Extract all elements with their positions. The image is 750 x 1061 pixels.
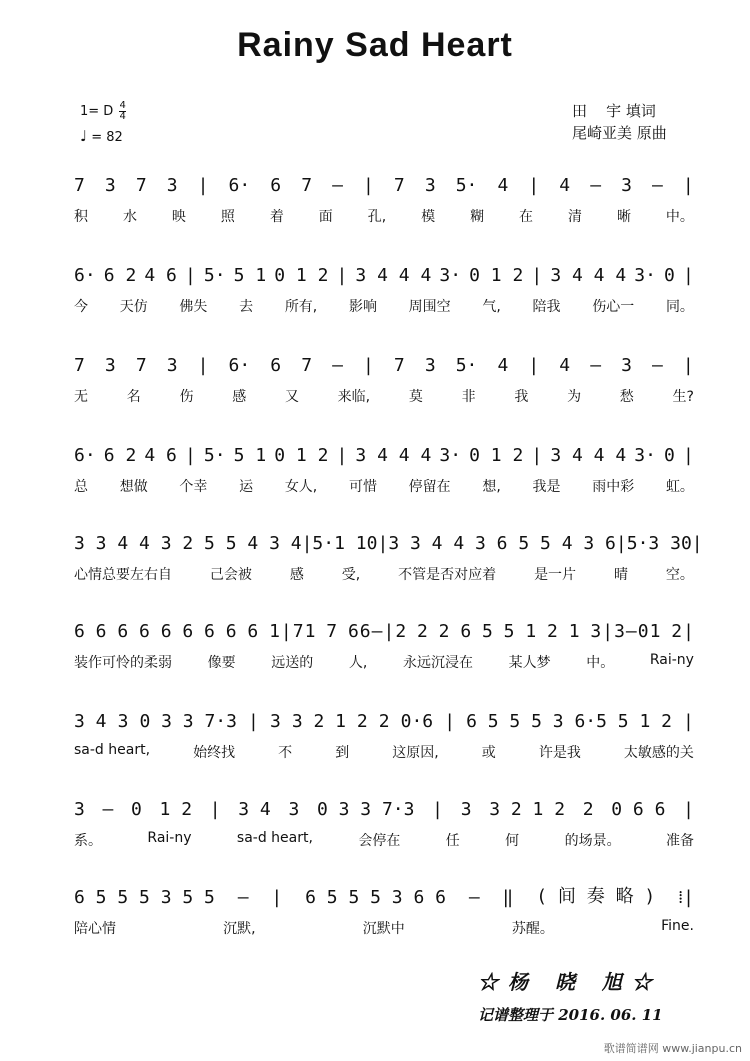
note-group: 7 [135, 175, 147, 196]
lyric-syllable: Rai-ny [649, 652, 694, 668]
note-group: 1 2 [649, 621, 683, 642]
barline: | [363, 175, 374, 196]
note-group: 0 [664, 445, 675, 466]
notation-line [74, 262, 694, 286]
note-group: 0 [637, 621, 649, 642]
lyric-syllable: 周围空 [408, 299, 451, 315]
note-group: 3 3 4 4 3 6 5 5 4 3 6 [388, 533, 616, 554]
lyric-syllable: 着 [269, 209, 284, 225]
note-group: 6 6 6 6 6 6 6 6 6 1 [74, 621, 280, 642]
lyric-syllable: 远送的 [271, 655, 314, 671]
note-group: 5· [626, 533, 649, 554]
note-group: 6 5 5 5 3 5 5 [74, 887, 215, 908]
note-group: 6 5 5 5 3 6·5 5 1 2 [466, 711, 672, 732]
note-group: 7 [301, 355, 313, 376]
note-group: – [332, 175, 343, 196]
lyric-syllable: 照 [220, 209, 235, 225]
lyric-line [74, 386, 694, 408]
lyric-syllable: 去 [239, 299, 254, 315]
note-group: 1 7 6 [304, 621, 359, 642]
note-group: 4 6 [144, 445, 177, 466]
note-group: 0 [680, 533, 692, 554]
note-group: 3 [614, 621, 625, 642]
lyric-syllable: 伤 [179, 389, 194, 405]
note-group: 6· [228, 175, 251, 196]
lyric-line [74, 830, 694, 852]
lyric-syllable: 感 [289, 567, 304, 583]
note-group: 3 4 4 4 [355, 445, 432, 466]
barline: | [301, 533, 313, 554]
note-group: 0 1 2 [274, 265, 329, 286]
quarter-note-icon: ♩ [80, 127, 88, 145]
lyric-syllable: 又 [284, 389, 299, 405]
note-group: 4 [559, 175, 571, 196]
lyric-line [74, 206, 694, 228]
lyric-syllable: Fine. [661, 918, 694, 934]
note-group: 0 6 6 [611, 799, 666, 820]
note-group: 3 [166, 175, 178, 196]
lyric-syllable: 心情总要左右自 [74, 567, 172, 583]
lyric-syllable: 沉默, [223, 921, 256, 937]
lyricist-credit: 田 宇 填词 [572, 102, 656, 120]
lyric-syllable: 想做 [119, 479, 148, 495]
lyric-syllable: 是一片 [534, 567, 577, 583]
barline: | [209, 799, 221, 820]
lyric-line [74, 742, 694, 764]
note-group: – [332, 355, 343, 376]
barline: | [531, 265, 543, 286]
note-group: 4 [497, 355, 509, 376]
lyric-syllable: 不 [278, 745, 293, 761]
time-signature [119, 101, 125, 122]
lyric-syllable: 非 [461, 389, 476, 405]
note-group: 3 [74, 799, 85, 820]
notation-line [74, 796, 694, 820]
barline: | [444, 711, 456, 732]
barline: | [336, 445, 348, 466]
lyric-syllable: 停留在 [408, 479, 451, 495]
lyric-syllable: sa-d heart, [74, 742, 151, 758]
note-group: 6 2 [103, 445, 137, 466]
barline: | [683, 799, 694, 820]
lyric-line [74, 652, 694, 674]
lyric-syllable: 晴 [613, 567, 628, 583]
time-numerator: 4 [119, 100, 126, 111]
lyric-syllable: 同。 [665, 299, 694, 315]
score-row [74, 530, 703, 586]
key-label: 1= D [80, 104, 114, 119]
note-group: 6 [270, 175, 282, 196]
barline: | [602, 621, 614, 642]
score-row [74, 884, 694, 940]
lyric-syllable: 太敏感的关 [623, 745, 694, 761]
lyric-syllable: 会停在 [358, 833, 401, 849]
note-group: 3 3 [648, 533, 681, 554]
barline: | [363, 355, 374, 376]
score-row [74, 442, 694, 498]
lyric-syllable: 想, [482, 479, 501, 495]
lyric-syllable: 雨中彩 [592, 479, 635, 495]
note-group: 0 [131, 799, 142, 820]
note-group: 7 [74, 175, 85, 196]
lyric-syllable: 可惜 [348, 479, 377, 495]
lyric-syllable: 感 [232, 389, 247, 405]
note-group: 7 [301, 175, 313, 196]
note-group: 5 1 [233, 445, 267, 466]
note-group: – [625, 621, 637, 642]
lyric-syllable: 在 [519, 209, 534, 225]
note-group: 0 [664, 265, 675, 286]
note-group: – [468, 887, 480, 908]
note-group: 1 2 [159, 799, 193, 820]
barline: | [184, 445, 196, 466]
lyric-syllable: 某人梦 [508, 655, 551, 671]
score-meta [80, 100, 126, 150]
note-group: – [237, 887, 249, 908]
lyric-syllable: 愁 [619, 389, 634, 405]
lyric-syllable: 永远沉浸在 [402, 655, 473, 671]
note-group: ( 间 奏 略 ) [536, 886, 656, 907]
lyric-syllable: 不管是否对应着 [398, 567, 497, 583]
note-group: – [652, 355, 663, 376]
lyric-syllable: sa-d heart, [236, 830, 313, 846]
notation-line [74, 884, 694, 908]
score-row [74, 618, 694, 674]
note-group: 3· [439, 265, 462, 286]
lyric-syllable: 来临, [337, 389, 371, 405]
time-denominator: 4 [119, 111, 126, 122]
lyric-syllable: 苏醒。 [511, 921, 554, 937]
note-group: – [102, 799, 114, 820]
lyric-syllable: 我是 [532, 479, 561, 495]
note-group: 5· [203, 265, 226, 286]
lyric-syllable: 映 [171, 209, 186, 225]
note-group: 3 [166, 355, 178, 376]
lyric-syllable: 莫 [408, 389, 423, 405]
barline: | [682, 175, 694, 196]
lyric-syllable: 无 [74, 389, 88, 405]
note-group: 3 [104, 175, 116, 196]
lyric-syllable: 运 [239, 479, 254, 495]
note-group: 7 [393, 175, 405, 196]
lyric-syllable: Rai-ny [147, 830, 192, 846]
score-row [74, 708, 694, 764]
note-group: 0 1 2 [469, 265, 524, 286]
barline: | [682, 265, 694, 286]
barline: | [528, 175, 540, 196]
barline: | [248, 711, 259, 732]
note-group: 0 3 3 7·3 [139, 711, 237, 732]
compiled-date: 记谱整理于 2016. 06. 11 [478, 1006, 663, 1024]
note-group: 6 2 [103, 265, 137, 286]
tempo-value: = 82 [91, 130, 123, 145]
lyric-syllable: 糊 [470, 209, 485, 225]
note-group: – [652, 175, 663, 196]
note-group: 0·6 [400, 711, 434, 732]
note-group: 1 1 [334, 533, 367, 554]
score-row [74, 796, 694, 852]
note-group: 3 [269, 711, 281, 732]
note-group: 0 3 3 7·3 [316, 799, 415, 820]
note-group: 7 [135, 355, 147, 376]
barline: | [280, 621, 292, 642]
lyric-syllable: 空。 [665, 567, 694, 583]
lyric-syllable: 天仿 [119, 299, 148, 315]
lyric-syllable: 积 [74, 209, 88, 225]
barline: | [383, 621, 395, 642]
notation-line [74, 172, 694, 196]
note-group: – [590, 175, 602, 196]
lyric-syllable: 影响 [348, 299, 377, 315]
score-row [74, 352, 694, 408]
note-group: 3 4 4 4 [550, 265, 627, 286]
tempo-marking [80, 124, 126, 150]
note-group: 3 2 1 2 [291, 711, 368, 732]
lyric-syllable: 我 [514, 389, 529, 405]
lyric-syllable: 虹。 [665, 479, 694, 495]
note-group: – [371, 621, 383, 642]
note-group: 4 6 [144, 265, 177, 286]
lyric-syllable: 中。 [665, 209, 694, 225]
notation-line [74, 530, 703, 554]
note-group: 6· [74, 445, 96, 466]
notation-line [74, 352, 694, 376]
site-watermark: 歌谱简谱网 www.jianpu.cn [603, 1042, 742, 1055]
note-group: 3 [621, 175, 632, 196]
note-group: 3 4 4 4 [550, 445, 627, 466]
note-group: 3 [621, 355, 632, 376]
lyric-syllable: 孔, [367, 209, 387, 225]
lyric-syllable: 受, [341, 567, 361, 583]
lyric-syllable: 沉默中 [362, 921, 405, 937]
lyric-syllable: 的场景。 [564, 833, 621, 849]
note-group: 6· [74, 265, 96, 286]
lyric-syllable: 己会被 [209, 567, 252, 583]
key-signature [80, 100, 126, 124]
note-group: 5· [203, 445, 226, 466]
note-group: 7 [74, 355, 85, 376]
lyric-syllable: 任 [445, 833, 460, 849]
note-group: 3 [288, 799, 300, 820]
note-group: 6 [359, 621, 371, 642]
lyric-syllable: 气, [482, 299, 501, 315]
lyric-syllable: 水 [122, 209, 137, 225]
barline: | [184, 265, 196, 286]
barline: | [682, 445, 694, 466]
lyric-syllable: 始终找 [193, 745, 236, 761]
note-group: 6· [228, 355, 251, 376]
note-group: 3· [634, 265, 656, 286]
note-group: 3 [460, 799, 472, 820]
note-group: 7 [292, 621, 304, 642]
lyric-syllable: 中。 [586, 655, 615, 671]
arranger-signature: ☆杨 晓 旭☆ [478, 970, 662, 994]
barline: | [336, 265, 348, 286]
lyric-syllable: 这原因, [392, 745, 439, 761]
barline: | [531, 445, 543, 466]
barline: | [377, 533, 389, 554]
lyric-syllable: 个幸 [179, 479, 208, 495]
note-group: 3 4 [238, 799, 271, 820]
lyric-syllable: 名 [126, 389, 141, 405]
note-group: 6 [270, 355, 282, 376]
lyric-syllable: 面 [318, 209, 333, 225]
note-group: 3 [117, 711, 129, 732]
note-group: 6 5 5 5 3 6 6 [305, 887, 446, 908]
barline: ‖ [502, 887, 514, 908]
note-group: 5· [455, 175, 478, 196]
lyric-line [74, 564, 694, 586]
note-group: 4 [497, 175, 509, 196]
lyric-line [74, 476, 694, 498]
note-group: 5 1 [233, 265, 267, 286]
note-group: 5· [455, 355, 478, 376]
note-group: 5· [312, 533, 335, 554]
lyric-syllable: 装作可怜的柔弱 [74, 655, 172, 671]
lyric-syllable: 晰 [616, 209, 631, 225]
note-group: 3 [424, 175, 436, 196]
note-group: 4 [559, 355, 571, 376]
note-group: 7 [393, 355, 405, 376]
lyric-syllable: 陪心情 [74, 921, 116, 937]
notation-line [74, 708, 694, 732]
note-group: 3 [424, 355, 436, 376]
note-group: 3· [439, 445, 462, 466]
lyric-syllable: 为 [567, 389, 582, 405]
barline: | [683, 621, 694, 642]
lyric-syllable: 人, [348, 655, 368, 671]
barline: | [271, 887, 283, 908]
lyric-syllable: 像要 [207, 655, 236, 671]
note-group: 0 1 2 [274, 445, 329, 466]
barline: | [682, 355, 694, 376]
lyric-syllable: 女人, [284, 479, 318, 495]
note-group: 2 2 2 6 5 5 1 2 1 3 [395, 621, 602, 642]
lyric-syllable: 生? [672, 389, 694, 405]
barline: | [615, 533, 627, 554]
barline: | [197, 355, 209, 376]
credits [572, 100, 667, 144]
note-group: 3 3 4 4 3 2 5 5 4 3 4 [74, 533, 302, 554]
note-group: 0 [366, 533, 378, 554]
notation-line [74, 618, 694, 642]
lyric-syllable: 许是我 [538, 745, 581, 761]
lyric-syllable: 总 [74, 479, 88, 495]
score-row [74, 172, 694, 228]
lyric-syllable: 模 [421, 209, 436, 225]
note-group: 3 2 1 2 [489, 799, 566, 820]
note-group: 0 1 2 [469, 445, 524, 466]
barline: | [432, 799, 444, 820]
song-title: Rainy Sad Heart [237, 26, 513, 64]
note-group: 3· [634, 445, 656, 466]
lyric-syllable: 佛失 [179, 299, 208, 315]
note-group: 3 4 [74, 711, 107, 732]
lyric-syllable: 何 [505, 833, 520, 849]
barline: | [691, 533, 703, 554]
note-group: 2 [378, 711, 390, 732]
barline: | [197, 175, 209, 196]
notation-line [74, 442, 694, 466]
barline: | [683, 711, 694, 732]
barline: | [528, 355, 540, 376]
lyric-syllable: 或 [481, 745, 496, 761]
lyric-syllable: 清 [567, 209, 582, 225]
note-group: 2 [582, 799, 594, 820]
lyric-syllable: 准备 [665, 833, 694, 849]
note-group: 3 4 4 4 [355, 265, 432, 286]
note-group: 3 [104, 355, 116, 376]
composer-credit: 尾崎亚美 原曲 [572, 124, 667, 142]
note-group: – [590, 355, 602, 376]
barline: ⁞| [678, 887, 694, 908]
lyric-syllable: 到 [335, 745, 350, 761]
lyric-syllable: 陪我 [532, 299, 561, 315]
lyric-line [74, 296, 694, 318]
lyric-syllable: 系。 [74, 833, 102, 849]
score-row [74, 262, 694, 318]
lyric-line [74, 918, 694, 940]
lyric-syllable: 今 [74, 299, 88, 315]
lyric-syllable: 伤心一 [592, 299, 635, 315]
lyric-syllable: 所有, [284, 299, 318, 315]
